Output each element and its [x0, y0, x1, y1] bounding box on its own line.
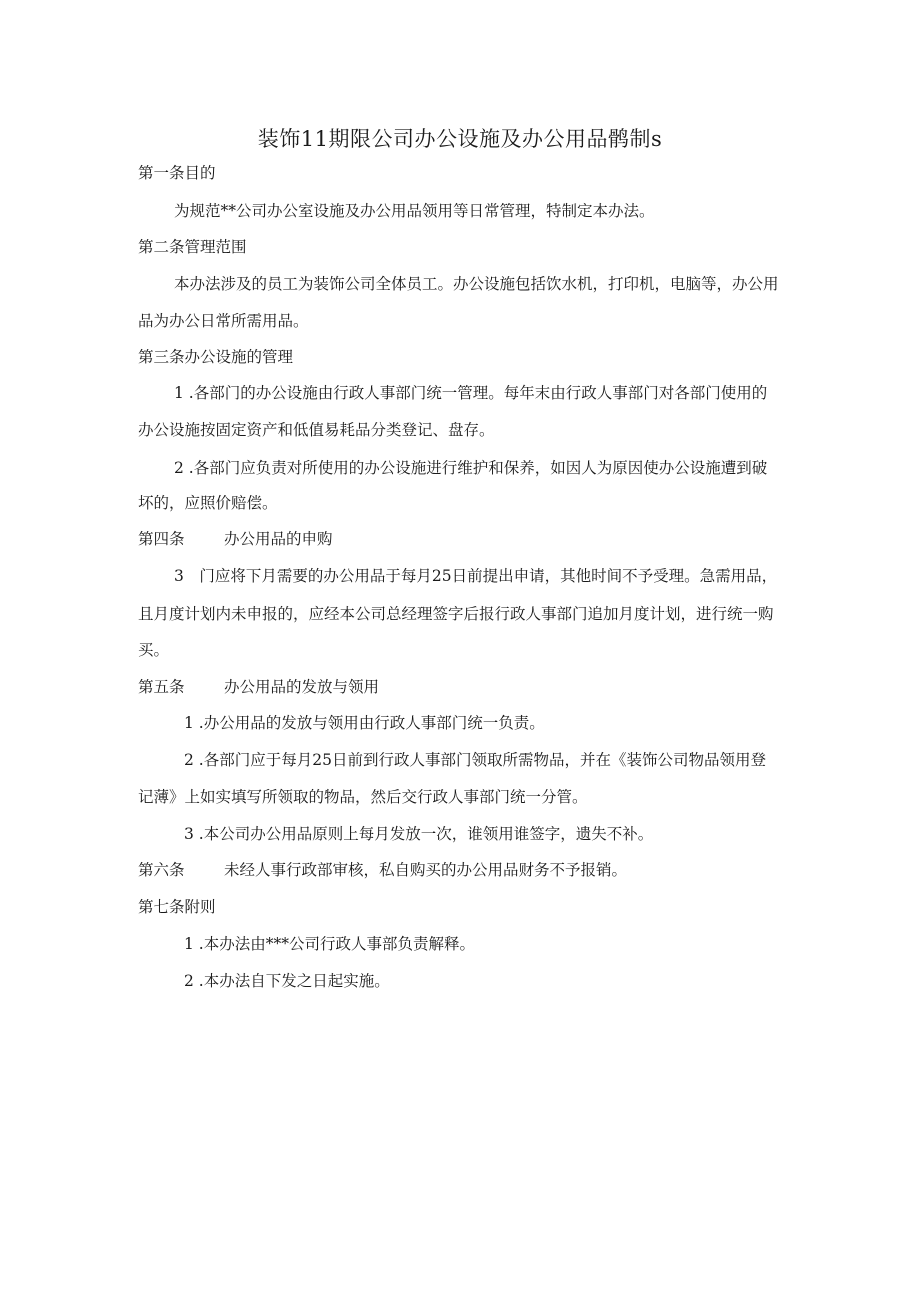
section-heading-2: 第二条管理范围: [138, 238, 247, 256]
section-heading-4: [138, 527, 333, 551]
paragraph-line: 3 门应将下月需要的办公用品于每月25日前提出申请，其他时间不予受理。急需用品，: [174, 567, 778, 585]
paragraph-line: 1 .各部门的办公设施由行政人事部门统一管理。每年末由行政人事部门对各部门使用的: [174, 384, 768, 402]
paragraph-line: 1 .本办法由***公司行政人事部负责解释。: [184, 935, 475, 953]
paragraph-line: 2 .各部门应负责对所使用的办公设施进行维护和保养，如因人为原因使办公设施遭到破: [174, 459, 768, 477]
section-heading-5: [138, 675, 379, 699]
document-title: 装饰11期限公司办公设施及办公用品鹘制s: [257, 127, 663, 151]
paragraph-line: 为规范**公司办公室设施及办公用品领用等日常管理，特制定本办法。: [174, 202, 655, 220]
paragraph-line: 坏的，应照价赔偿。: [138, 494, 278, 512]
section-heading-1: 第一条目的: [138, 164, 216, 182]
paragraph-line: 记薄》上如实填写所领取的物品，然后交行政人事部门统一分管。: [138, 788, 588, 806]
section-heading-label: 第五条: [138, 678, 185, 696]
paragraph-line: 本办法涉及的员工为装饰公司全体员工。办公设施包括饮水机，打印机，电脑等，办公用: [174, 275, 779, 293]
section-heading-text: 办公用品的申购: [224, 530, 333, 548]
section-heading-text: 办公用品的发放与领用: [224, 678, 380, 696]
paragraph-line: 2 .本办法自下发之日起实施。: [184, 972, 390, 990]
section-heading-label: 第四条: [138, 530, 185, 548]
paragraph-line: 办公设施按固定资产和低值易耗品分类登记、盘存。: [138, 421, 495, 439]
section-heading-text: 未经人事行政部审核，私自购买的办公用品财务不予报销。: [224, 861, 628, 879]
paragraph-line: 买。: [138, 641, 170, 659]
paragraph-line: 品为办公日常所需用品。: [138, 312, 309, 330]
paragraph-line: 3 .本公司办公用品原则上每月发放一次，谁领用谁签字，遗失不补。: [184, 825, 654, 843]
paragraph-line: 1 .办公用品的发放与领用由行政人事部门统一负责。: [184, 714, 545, 732]
section-heading-6: [138, 858, 627, 882]
paragraph-line: 且月度计划内未申报的，应经本公司总经理签字后报行政人事部门追加月度计划，进行统一购: [138, 605, 774, 623]
paragraph-line: 2 .各部门应于每月25日前到行政人事部门领取所需物品，并在《装饰公司物品领用登: [184, 751, 766, 769]
section-heading-label: 第六条: [138, 861, 185, 879]
section-heading-3: 第三条办公设施的管理: [138, 348, 294, 366]
section-heading-7: 第七条附则: [138, 898, 216, 916]
